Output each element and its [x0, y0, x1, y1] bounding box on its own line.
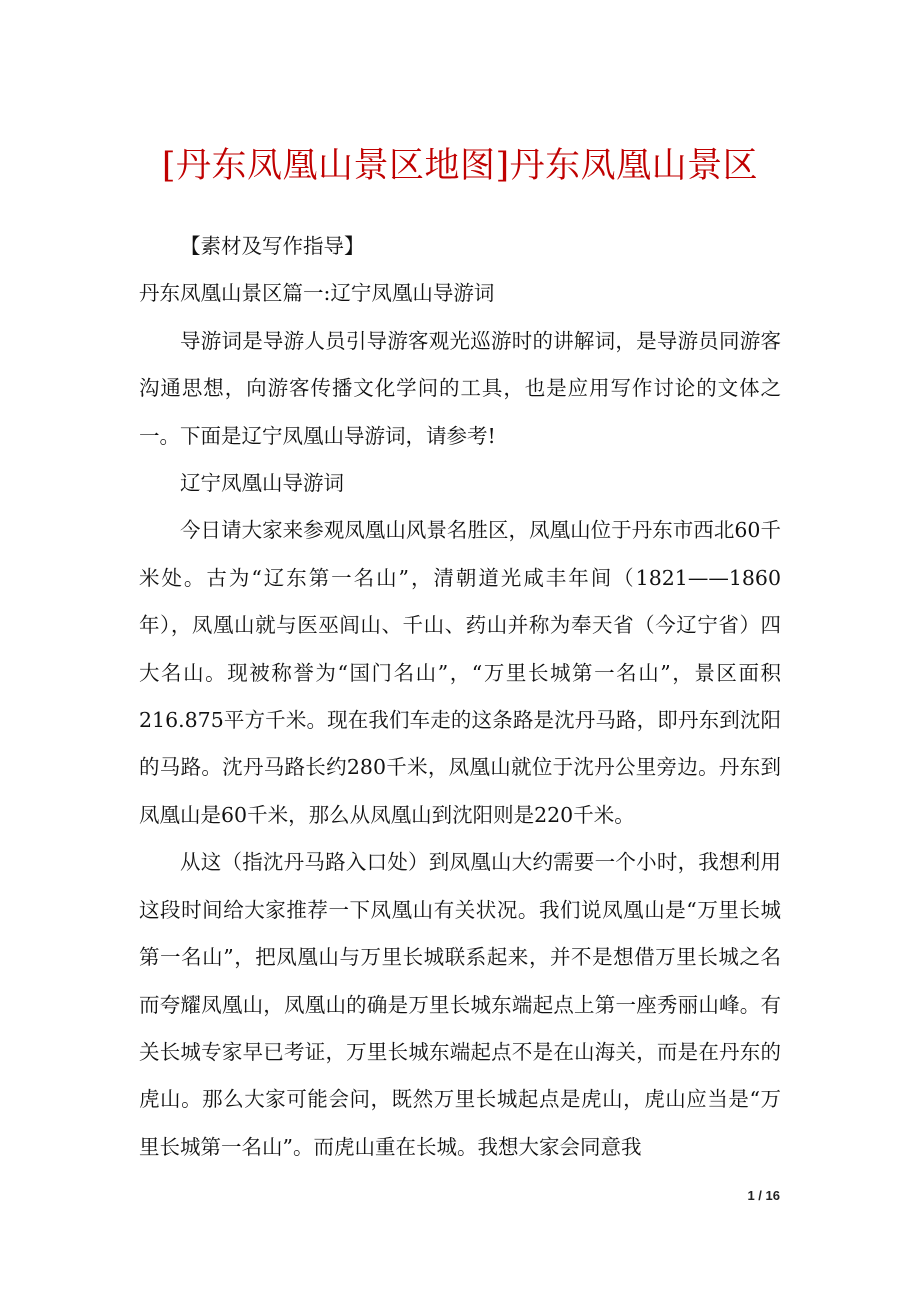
document-body: [139, 223, 781, 1171]
paragraph-body-1: 今日请大家来参观凤凰山风景名胜区，凤凰山位于丹东市西北60千米处。古为“辽东第一名山”，清朝道光咸丰年间（1821——1860年），凤凰山就与医巫闾山、千山、药山并称为奉天省（今辽宁省）四大名山。现被称誉为“国门名山”，“万里长城第一名山”，景区面积216.875平方千米。现在我们车走的这条路是沈丹马路，即丹东到沈阳的马路。沈丹马路长约280千米，凤凰山就位于沈丹公里旁边。丹东到凤凰山是60千米，那么从凤凰山到沈阳则是220千米。: [139, 518, 781, 827]
paragraph-intro: 导游词是导游人员引导游客观光巡游时的讲解词，是导游员同游客沟通思想，向游客传播文化学问的工具，也是应用写作讨论的文体之一。下面是辽宁凤凰山导游词，请参考!: [139, 328, 781, 448]
section-heading: 【素材及写作指导】: [180, 234, 365, 258]
page-number: 1 / 16: [747, 1188, 780, 1203]
document-title: [丹东凤凰山景区地图]丹东凤凰山景区: [161, 146, 759, 186]
article-subtitle: 丹东凤凰山景区篇一:辽宁凤凰山导游词: [139, 281, 495, 306]
paragraph-body-2: 从这（指沈丹马路入口处）到凤凰山大约需要一个小时，我想利用这段时间给大家推荐一下凤凰山有关状况。我们说凤凰山是“万里长城第一名山”，把凤凰山与万里长城联系起来，并不是想借万里长城之名而夸耀凤凰山，凤凰山的确是万里长城东端起点上第一座秀丽山峰。有关长城专家早已考证，万里长城东端起点不是在山海关，而是在丹东的虎山。那么大家可能会问，既然万里长城起点是虎山，虎山应当是“万里长城第一名山”。而虎山重在长城。我想大家会同意我: [139, 850, 781, 1159]
paragraph-heading: 辽宁凤凰山导游词: [180, 471, 344, 496]
